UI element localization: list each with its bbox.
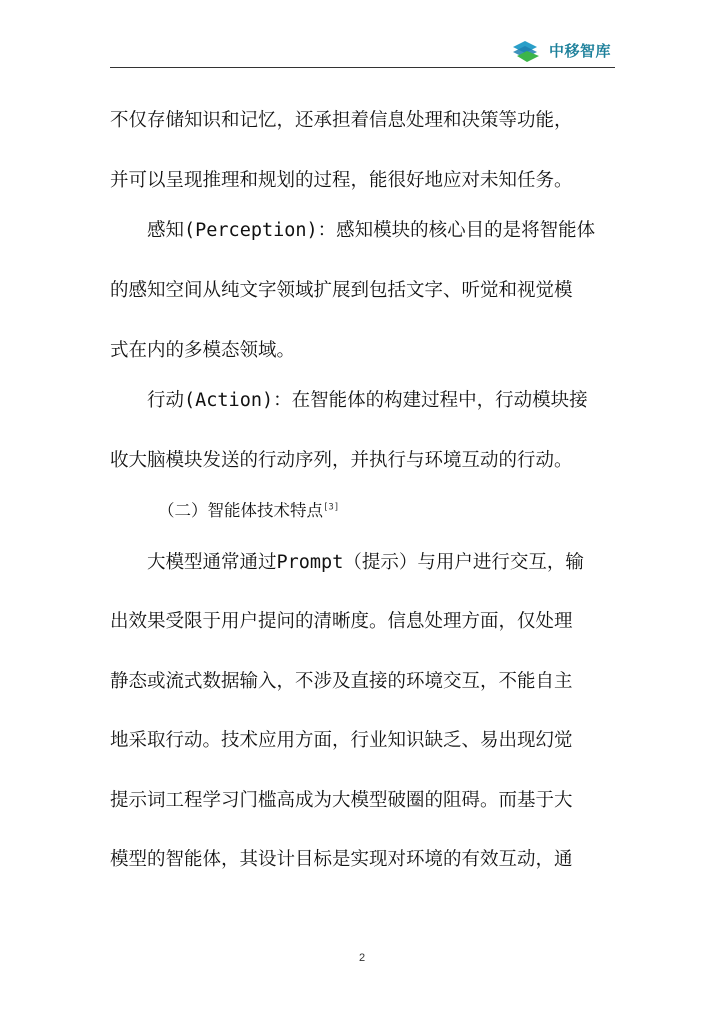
page-number: 2	[358, 952, 366, 964]
text-line: 行动(Action)：在智能体的构建过程中，行动模块接	[147, 390, 588, 411]
logo	[509, 37, 611, 63]
text-line: 模型的智能体，其设计目标是实现对环境的有效互动，通	[110, 849, 573, 870]
logo-text: 中移智库	[548, 41, 611, 60]
header-rule	[110, 67, 615, 68]
text-line: 提示词工程学习门槛高成为大模型破圈的阻碍。而基于大	[110, 790, 573, 811]
text-line: 并可以呈现推理和规划的过程，能很好地应对未知任务。	[110, 170, 573, 191]
text-line: 收大脑模块发送的行动序列，并执行与环境互动的行动。	[110, 450, 573, 471]
text-line: 不仅存储知识和记忆，还承担着信息处理和决策等功能，	[110, 110, 573, 131]
citation-ref: [3]	[323, 502, 340, 513]
text-line: 出效果受限于用户提问的清晰度。信息处理方面，仅处理	[110, 611, 573, 632]
logo-mark-icon	[509, 37, 545, 63]
text-line: 静态或流式数据输入，不涉及直接的环境交互，不能自主	[110, 671, 573, 692]
text-line: 地采取行动。技术应用方面，行业知识缺乏、易出现幻觉	[110, 730, 573, 751]
section-heading	[158, 497, 339, 521]
text-line: 式在内的多模态领域。	[110, 340, 296, 361]
text-line: 感知(Perception)：感知模块的核心目的是将智能体	[147, 220, 596, 241]
text-line: 的感知空间从纯文字领域扩展到包括文字、听觉和视觉模	[110, 280, 573, 301]
page-header	[110, 30, 615, 68]
text-line: 大模型通常通过Prompt（提示）与用户进行交互，输	[147, 552, 584, 573]
section-heading-text: （二）智能体技术特点	[158, 501, 323, 520]
